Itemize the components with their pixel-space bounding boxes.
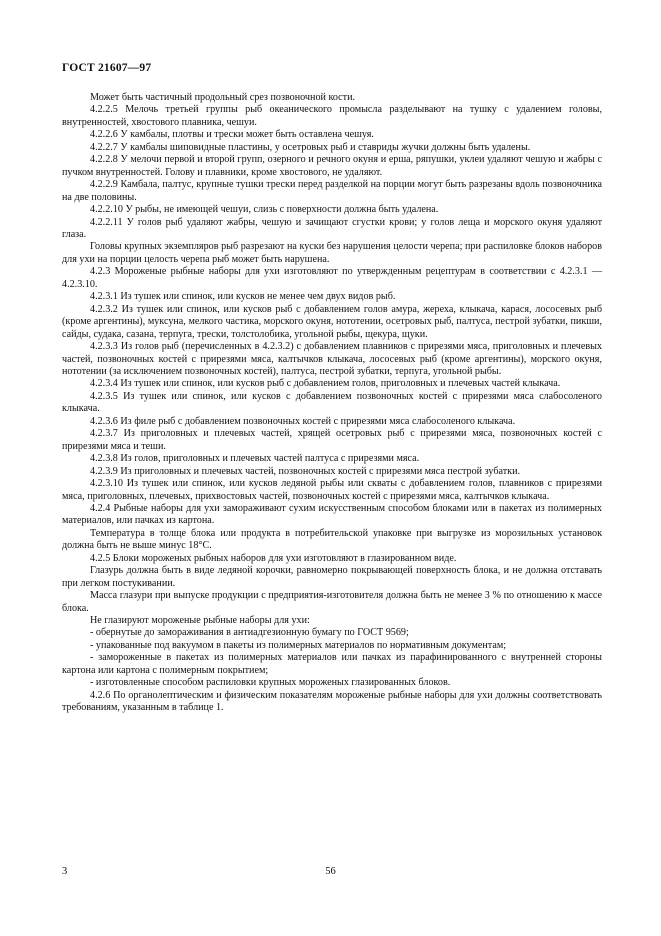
paragraph-heads: Головы крупных экземпляров рыб разрезают на куски без нарушения целости черепа; при распиловке блоков наборов для ухи на порции целость черепа рыб может быть нарушена. (62, 241, 602, 265)
paragraph-4-2-3-6: 4.2.3.6 Из филе рыб с добавлением позвоночных костей с прирезями мяса слабосоленого клыкача. (90, 415, 516, 427)
paragraph-4-2-2-10: 4.2.2.10 У рыбы, не имеющей чешуи, слизь с поверхности должна быть удалена. (90, 204, 439, 216)
paragraph-4-2-3-7: 4.2.3.7 Из приголовных и плечевых частей, хрящей осетровых рыб с прирезями мяса, позвоночных костей с прирезями мяса и теши. (62, 428, 602, 452)
page-number: 56 (325, 866, 336, 877)
paragraph-glaze-mass: Масса глазури при выпуске продукции с предприятия-изготовителя должна быть не менее 3 % по отношению к массе блока. (62, 590, 602, 614)
document-body (62, 92, 602, 715)
paragraph-4-2-3-8: 4.2.3.8 Из голов, приголовных и плечевых частей палтуса с прирезями мяса. (90, 453, 420, 465)
paragraph-4-2-3-9: 4.2.3.9 Из приголовных и плечевых частей, позвоночных костей с прирезями мяса пестрой зубатки. (90, 465, 521, 477)
list-item: - обернутые до замораживания в антиадгезионную бумагу по ГОСТ 9569; (90, 627, 409, 639)
paragraph-temperature: Температура в толще блока или продукта в потребительской упаковке при выгрузке из морозильных установок должна быть не выше минус 18°С. (62, 527, 602, 552)
paragraph-4-2-2-6: 4.2.2.6 У камбалы, плотвы и трески может быть оставлена чешуя. (90, 129, 374, 141)
document-header: ГОСТ 21607—97 (62, 62, 152, 74)
paragraph-4-2-4: 4.2.4 Рыбные наборы для ухи замораживают сухим искусственным способом блоками или в пакетах из полимерных материалов, или пачках из картона. (62, 502, 602, 527)
list-item: - замороженные в пакетах из полимерных материалов или пачках из парафинированного с внутренней стороны картона или картона с полимерным покрытием; (62, 652, 602, 676)
paragraph-4-2-3-10: 4.2.3.10 Из тушек или спинок, или кусков ледяной рыбы или скваты с добавлением голов, плавников с прирезями мяса, приголовных, плечевых, прихвостовых частей, позвоночных костей с прирезями мяса, калтычков клыкача. (62, 478, 602, 502)
paragraph-4-2-3: 4.2.3 Мороженые рыбные наборы для ухи изготовляют по утвержденным рецептурам в соответствии с 4.2.3.1 — 4.2.3.10. (62, 266, 602, 290)
paragraph-no-glaze: Не глазируют мороженые рыбные наборы для ухи: (90, 615, 310, 627)
paragraph-4-2-2-9: 4.2.2.9 Камбала, палтус, крупные тушки трески перед разделкой на порции могут быть разрезаны вдоль позвоночника на две половины. (62, 179, 602, 203)
paragraph-4-2-3-1: 4.2.3.1 Из тушек или спинок, или кусков не менее чем двух видов рыб. (90, 291, 396, 303)
paragraph-4-2-3-3: 4.2.3.3 Из голов рыб (перечисленных в 4.2.3.2) с добавлением плавников с прирезями мяса, приголовных и плечевых частей, позвоночных костей с прирезями мяса, калтычков клыкача, лососевых рыб (кроме аргентины), морского окуня, нототении (за исключением позвоночных костей), палтуса, пестрой зубатки, терпуга, угольной рыбы. (62, 341, 602, 377)
list-item: - изготовленные способом распиловки крупных мороженых глазированных блоков. (90, 677, 451, 689)
paragraph-4-2-3-5: 4.2.3.5 Из тушек или спинок, или кусков с добавлением позвоночных костей с прирезями мяса слабосоленого клыкача. (62, 390, 602, 415)
paragraph-4-2-6: 4.2.6 По органолептическим и физическим показателям мороженые рыбные наборы для ухи должны соответствовать требованиям, указанным в таблице 1. (62, 689, 602, 714)
list-item: - упакованные под вакуумом в пакеты из полимерных материалов по нормативным документам; (90, 639, 507, 651)
paragraph-4-2-3-2: 4.2.3.2 Из тушек или спинок, или кусков рыб с добавлением голов амура, жереха, клыкача, карася, лососевых рыб (кроме аргентины), муксуна, мелкого частика, морского окуня, нототении, осетровых рыб, палтуса, пестрой зубатки, пикши, сайды, судака, сазана, терпуга, трески, толстолобика, угольной рыбы, щекура, щуки. (62, 303, 602, 340)
paragraph-4-2-2-5: 4.2.2.5 Мелочь третьей группы рыб океанического промысла разделывают на тушку с удалением головы, внутренностей, хвостового плавника, чешуи. (62, 104, 602, 128)
paragraph-4-2-5: 4.2.5 Блоки мороженых рыбных наборов для ухи изготовляют в глазированном виде. (90, 552, 457, 564)
footer-left-number: 3 (62, 866, 68, 877)
paragraph-continuation: Может быть частичный продольный срез позвоночной кости. (90, 92, 356, 103)
paragraph-4-2-2-7: 4.2.2.7 У камбалы шиповидные пластины, у осетровых рыб и ставриды жучки должны быть удалены. (90, 141, 531, 153)
paragraph-4-2-3-4: 4.2.3.4 Из тушек или спинок, или кусков рыб с добавлением голов, приголовных и плечевых частей клыкача. (90, 378, 561, 390)
paragraph-4-2-2-8: 4.2.2.8 У мелочи первой и второй групп, озерного и речного окуня и ерша, ряпушки, уклеи удаляют чешую и жабры с пучком внутренностей. Голову и плавники, кроме хвостового, не удаляют. (62, 154, 602, 178)
paragraph-4-2-2-11: 4.2.2.11 У голов рыб удаляют жабры, чешую и зачищают сгустки крови; у голов леща и морского окуня удаляют глаза. (62, 216, 602, 240)
paragraph-glaze: Глазурь должна быть в виде ледяной корочки, равномерно покрывающей поверхность блока, и не должна отставать при легком постукивании. (62, 565, 602, 589)
